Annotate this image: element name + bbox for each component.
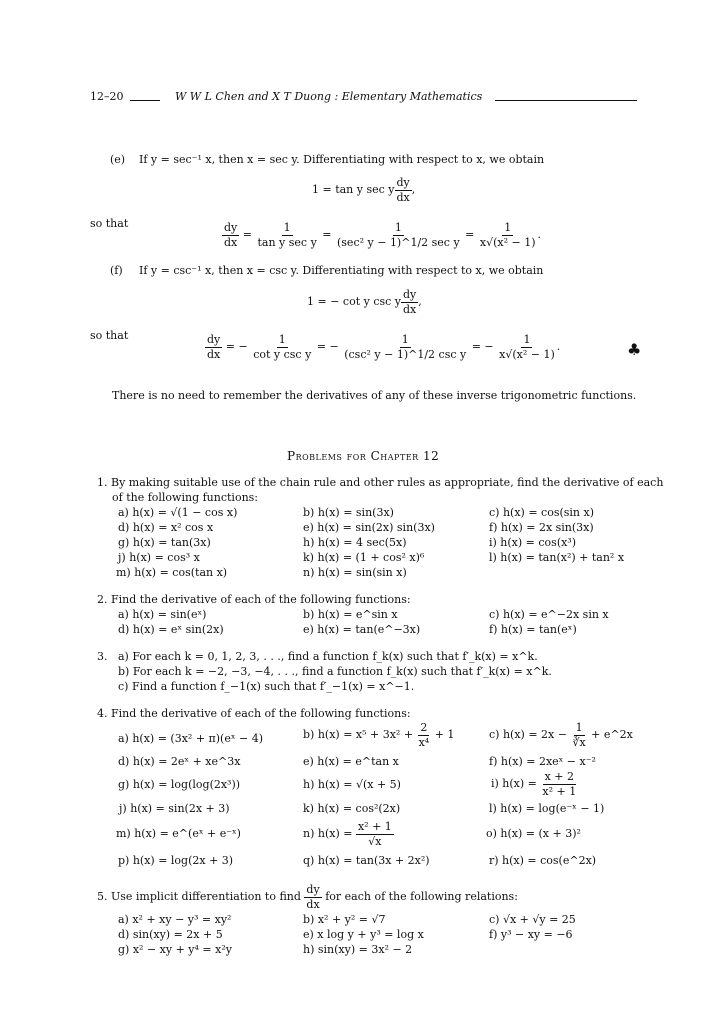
p1-item: k) h(x) = (1 + cos² x)⁶ [303, 551, 425, 564]
denominator: dx [224, 235, 238, 249]
page-number: 12–20 [90, 90, 124, 103]
p5-item: e) x log y + y³ = log x [303, 928, 424, 941]
problem-4-intro: 4. Find the derivative of each of the following functions: [97, 707, 411, 720]
numerator: 1 [401, 333, 409, 346]
p4-item: e) h(x) = e^tan x [303, 755, 399, 768]
p1-item: g) h(x) = tan(3x) [118, 536, 211, 549]
p5-item: b) x² + y² = √7 [303, 913, 386, 926]
denominator: dx [207, 347, 221, 361]
p1-item: m) h(x) = cos(tan x) [116, 566, 228, 579]
p5-item: g) x² − xy + y⁴ = x²y [118, 943, 232, 956]
numerator: dy [403, 288, 417, 301]
denominator: dx [396, 190, 410, 204]
numerator: dy [306, 883, 320, 896]
part-e-intro: If y = sec⁻¹ x, then x = sec y. Differentiating with respect to x, we obtain [139, 153, 545, 166]
p5-item: h) sin(xy) = 3x² − 2 [303, 943, 413, 956]
p1-item: l) h(x) = tan(x²) + tan² x [489, 551, 625, 564]
header-rule-right [495, 100, 637, 101]
p1-item: n) h(x) = sin(sin x) [303, 566, 407, 579]
p4-item: k) h(x) = cos²(2x) [303, 802, 401, 815]
part-e-equation-2: $\frac{dy}{dx}$ = $\frac{1}{\text{tan y sec y}}$ = $\frac{1}{\text{(sec² y − 1)\textasciicircum{}1/2 sec y}}$ = $\frac{1}{\text{x√(x² − 1)}}$ . [224, 221, 542, 249]
p4-item: p) h(x) = log(2x + 3) [118, 854, 234, 867]
remark-text: There is no need to remember the derivatives of any of these inverse trigonometric functions. [112, 389, 637, 402]
p4-item [489, 722, 633, 748]
numerator: 1 [523, 333, 531, 346]
p1-item: f) h(x) = 2x sin(3x) [489, 521, 594, 534]
fraction [335, 222, 462, 248]
problem-2-intro: 2. Find the derivative of each of the following functions: [97, 593, 411, 606]
eq-tail: . [537, 228, 542, 242]
problem-1-intro-cont: of the following functions: [112, 491, 259, 504]
p1-item: a) h(x) = √(1 − cos x) [118, 506, 238, 519]
p2-item: b) h(x) = e^sin x [303, 608, 398, 621]
p2-item: e) h(x) = tan(e^−3x) [303, 623, 421, 636]
so-that-f: so that [90, 329, 129, 342]
fraction [251, 334, 313, 360]
fraction [255, 222, 318, 248]
numerator: dy [224, 221, 238, 234]
p4-item: h) h(x) = √(x + 5) [303, 778, 401, 791]
fraction [222, 222, 239, 248]
fraction [401, 289, 418, 315]
part-e-label: (e) [110, 153, 126, 166]
numerator: dy [207, 333, 221, 346]
p4-item [491, 771, 578, 797]
p2-item: d) h(x) = eˣ sin(2x) [118, 623, 224, 636]
part-e-equation-1 [312, 177, 415, 203]
fraction [356, 821, 394, 847]
so-that-e: so that [90, 217, 129, 230]
p4-item: q) h(x) = tan(3x + 2x²) [303, 854, 430, 867]
part-f-equation-1 [307, 289, 422, 315]
p5-item: c) √x + √y = 25 [489, 913, 576, 926]
p4-item [303, 722, 454, 748]
p4-item: l) h(x) = log(e⁻ˣ − 1) [489, 802, 605, 815]
p3-item: b) For each k = −2, −3, −4, . . ., find a function f_k(x) such that f′_k(x) = x^k. [118, 665, 552, 678]
denominator: x² + 1 [542, 784, 577, 798]
p4-c-tail: + e^2x [591, 728, 633, 742]
denominator: √x [368, 834, 382, 848]
p4-item: o) h(x) = (x + 3)² [486, 827, 581, 840]
numerator: dy [396, 176, 410, 189]
problems-heading: Problems for Chapter 12 [287, 449, 440, 463]
denominator: dx [306, 897, 320, 911]
fraction [205, 334, 222, 360]
denominator: x√(x² − 1) [499, 347, 555, 361]
p1-item: e) h(x) = sin(2x) sin(3x) [303, 521, 435, 534]
denominator: ∛x [572, 735, 586, 749]
p4-item: f) h(x) = 2xeˣ − x⁻² [489, 755, 596, 768]
p1-item: h) h(x) = 4 sec(5x) [303, 536, 407, 549]
eq-text: 1 = − cot y csc y [307, 295, 402, 309]
p3-item: a) For each k = 0, 1, 2, 3, . . ., find a function f_k(x) such that f′_k(x) = x^k. [118, 650, 538, 663]
part-f-intro: If y = csc⁻¹ x, then x = csc y. Differentiating with respect to x, we obtain [139, 264, 544, 277]
p4-item: d) h(x) = 2eˣ + xe^3x [118, 755, 241, 768]
p2-item: a) h(x) = sin(eˣ) [118, 608, 207, 621]
numerator: x² + 1 [357, 820, 392, 833]
p4-n-text: n) h(x) = [303, 827, 353, 841]
fraction [304, 884, 321, 910]
p4-item: g) h(x) = log(log(2x³)) [118, 778, 241, 791]
p4-b-text: b) h(x) = x⁵ + 3x² + [303, 728, 414, 742]
problem-1-intro: 1. By making suitable use of the chain rule and other rules as appropriate, find the derivative of each [97, 476, 664, 489]
numerator: 1 [394, 221, 402, 234]
p1-item: d) h(x) = x² cos x [118, 521, 214, 534]
denominator: (csc² y − 1)^1/2 csc y [344, 347, 467, 361]
denominator: cot y csc y [253, 347, 312, 361]
p1-item: b) h(x) = sin(3x) [303, 506, 394, 519]
eq-tail: . [556, 340, 561, 354]
numerator: 1 [278, 333, 286, 346]
fraction [478, 222, 538, 248]
part-f-label: (f) [110, 264, 123, 277]
fraction [540, 771, 578, 797]
p4-item: r) h(x) = cos(e^2x) [489, 854, 597, 867]
fraction [570, 722, 587, 748]
p4-b-tail: + 1 [434, 728, 455, 742]
p5-item: d) sin(xy) = 2x + 5 [118, 928, 223, 941]
problem-5-intro [97, 884, 518, 910]
denominator: tan y sec y [257, 235, 317, 249]
fraction [395, 177, 412, 203]
p1-item: j) h(x) = cos³ x [118, 551, 200, 564]
p2-item: f) h(x) = tan(eˣ) [489, 623, 577, 636]
numerator: 2 [420, 721, 428, 734]
eq-text: 1 = tan y sec y [312, 183, 395, 197]
p1-item: c) h(x) = cos(sin x) [489, 506, 594, 519]
p4-item: a) h(x) = (3x² + π)(eˣ − 4) [118, 732, 264, 745]
running-title: W W L Chen and X T Duong : Elementary Mathematics [175, 90, 483, 103]
numerator: 1 [283, 221, 291, 234]
p5-item: f) y³ − xy = −6 [489, 928, 573, 941]
denominator: (sec² y − 1)^1/2 sec y [337, 235, 460, 249]
denominator: dx [403, 302, 417, 316]
numerator: x + 2 [544, 770, 575, 783]
p4-item: j) h(x) = sin(2x + 3) [119, 802, 230, 815]
p5-intro-tail: for each of the following relations: [325, 890, 518, 904]
p5-intro-text: 5. Use implicit differentiation to find [97, 890, 301, 904]
numerator: 1 [575, 721, 583, 734]
fraction [417, 722, 432, 748]
denominator: x√(x² − 1) [479, 235, 536, 249]
numerator: 1 [504, 221, 512, 234]
problem-3-number: 3. [97, 650, 108, 663]
fraction [342, 334, 468, 360]
p4-item: m) h(x) = e^(eˣ + e⁻ˣ) [116, 827, 241, 840]
part-f-equation-2: $\frac{dy}{dx}$ = − $\frac{1}{\text{cot y csc y}}$ = − $\frac{1}{\text{(csc² y − 1)\textasciicircum{}1/2 csc y}}$ = − $\frac{1}{\text{x√(x² − 1)}}$ . [207, 333, 561, 361]
fraction [497, 334, 557, 360]
eq-tail: , [418, 295, 422, 309]
p4-item [303, 821, 394, 847]
p1-item: i) h(x) = cos(x³) [489, 536, 577, 549]
denominator: x⁴ [418, 735, 430, 749]
p4-i-text: i) h(x) = [491, 777, 537, 791]
p2-item: c) h(x) = e^−2x sin x [489, 608, 609, 621]
club-icon: ♣ [627, 340, 642, 359]
p5-item: a) x² + xy − y³ = xy² [118, 913, 232, 926]
p3-item: c) Find a function f_−1(x) such that f′_−1(x) = x^−1. [118, 680, 415, 693]
header-rule-left [130, 100, 160, 101]
eq-tail: , [411, 183, 416, 197]
p4-c-text: c) h(x) = 2x − [489, 728, 567, 742]
